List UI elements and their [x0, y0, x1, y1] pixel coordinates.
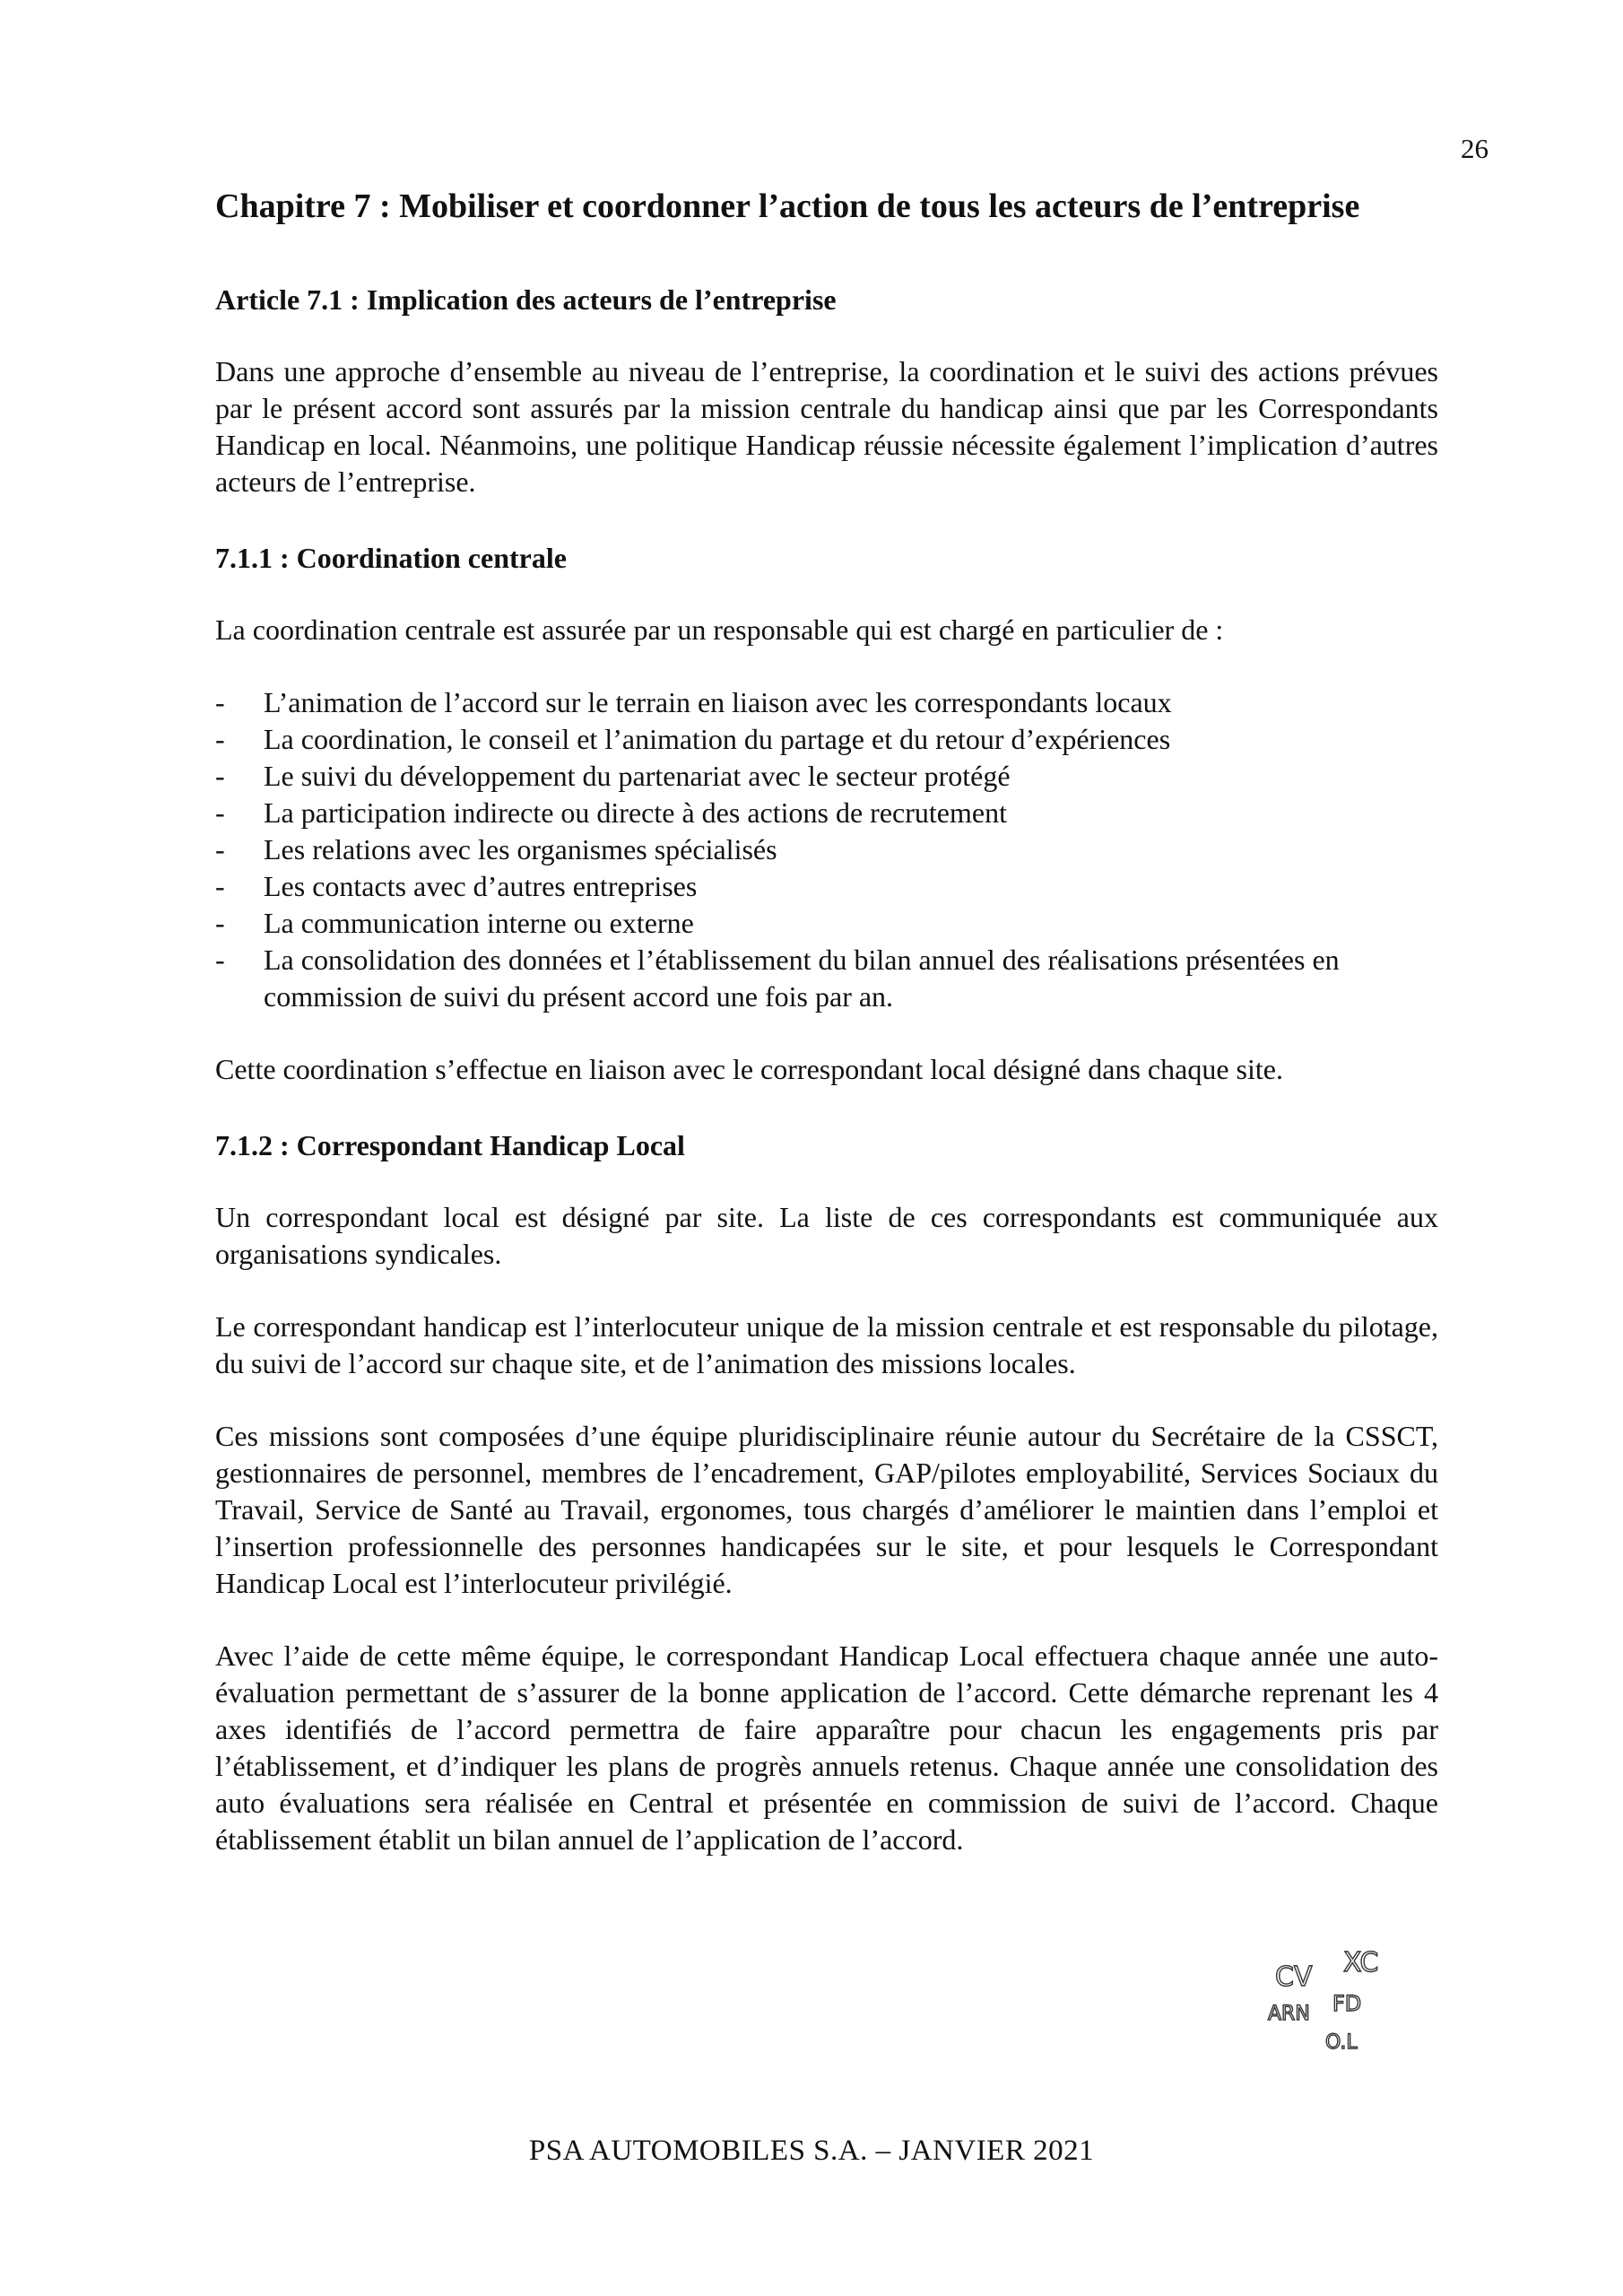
paragraph: Le correspondant handicap est l’interlocuteur unique de la mission centrale et est responsable du pilotage, du suivi de l’accord sur chaque site, et de l’animation des missions locales.	[215, 1310, 1438, 1379]
paragraph: Ces missions sont composées d’une équipe pluridisciplinaire réunie autour du Secrétaire de la CSSCT, gestionnaires de personnel, membres de l’encadrement, GAP/pilotes employabilité, Services Sociaux du Travail, Service de Santé au Travail, ergonomes, tous chargés d’améliorer le maintien dans l’emploi et l’insertion professionnelle des personnes handicapées sur le site, et pour lesquels le Correspondant Handicap Local est l’interlocuteur privilégié.	[215, 1420, 1438, 1599]
list-item: - La coordination, le conseil et l’animation du partage et du retour d’expériences	[215, 721, 1438, 758]
initial: FD	[1332, 1991, 1362, 2016]
bullet-dash: -	[215, 723, 225, 755]
bullet-dash: -	[215, 833, 225, 865]
article-intro: Dans une approche d’ensemble au niveau de l’entreprise, la coordination et le suivi des actions prévues par le présent accord sont assurés par la mission centrale du handicap ainsi que par les Correspondants Handicap en local. Néanmoins, une politique Handicap réussie nécessite également l’implication d’autres acteurs de l’entreprise.	[215, 355, 1438, 498]
initial: CV	[1275, 1961, 1313, 1993]
paragraph: Un correspondant local est désigné par site. La liste de ces correspondants est communiquée aux organisations syndicales.	[215, 1201, 1438, 1270]
handwritten-initials	[1255, 1946, 1408, 2063]
section-title-coordination-centrale: 7.1.1 : Coordination centrale	[215, 542, 567, 574]
page-footer: PSA AUTOMOBILES S.A. – JANVIER 2021	[528, 2135, 1095, 2167]
section-title-correspondant-local: 7.1.2 : Correspondant Handicap Local	[215, 1129, 685, 1161]
bullet-dash: -	[215, 686, 225, 718]
page-number: 26	[1461, 133, 1488, 164]
initial: XC	[1343, 1947, 1379, 1979]
list-item: - Les contacts avec d’autres entreprises	[215, 868, 1438, 905]
page-content	[215, 185, 1438, 1858]
bullet-dash: -	[215, 760, 225, 792]
section-intro: La coordination centrale est assurée par un responsable qui est chargé en particulier de :	[215, 613, 1224, 646]
section-closing: Cette coordination s’effectue en liaison avec le correspondant local désigné dans chaque site.	[215, 1053, 1283, 1085]
bullet-dash: -	[215, 907, 225, 939]
list-item: - La communication interne ou externe	[215, 905, 1438, 942]
bullet-dash: -	[215, 944, 225, 976]
chapter-title: Chapitre 7 : Mobiliser et coordonner l’action de tous les acteurs de l’entreprise	[215, 187, 1360, 225]
list-item: - Le suivi du développement du partenariat avec le secteur protégé	[215, 758, 1438, 795]
article-title: Article 7.1 : Implication des acteurs de l’entreprise	[215, 283, 837, 316]
responsibilities-list	[215, 684, 1438, 1015]
bullet-dash: -	[215, 870, 225, 902]
initial: O.L	[1325, 2031, 1358, 2054]
list-item: - L’animation de l’accord sur le terrain en liaison avec les correspondants locaux	[215, 684, 1438, 721]
list-item: - La participation indirecte ou directe à des actions de recrutement	[215, 795, 1438, 831]
list-item: - Les relations avec les organismes spécialisés	[215, 831, 1438, 868]
list-item: - La consolidation des données et l’établissement du bilan annuel des réalisations présentées en commission de suivi du présent accord une fois par an.	[215, 944, 1340, 1013]
initial: ARN	[1268, 2003, 1310, 2025]
bullet-dash: -	[215, 796, 225, 829]
paragraph: Avec l’aide de cette même équipe, le correspondant Handicap Local effectuera chaque année une auto-évaluation permettant de s’assurer de la bonne application de l’accord. Cette démarche reprenant les 4 axes identifiés de l’accord permettra de faire apparaître pour chacun les engagements pris par l’établissement, et d’indiquer les plans de progrès annuels retenus. Chaque année une consolidation des auto évaluations sera réalisée en Central et présentée en commission de suivi de l’accord. Chaque établissement établit un bilan annuel de l’application de l’accord.	[215, 1639, 1438, 1856]
